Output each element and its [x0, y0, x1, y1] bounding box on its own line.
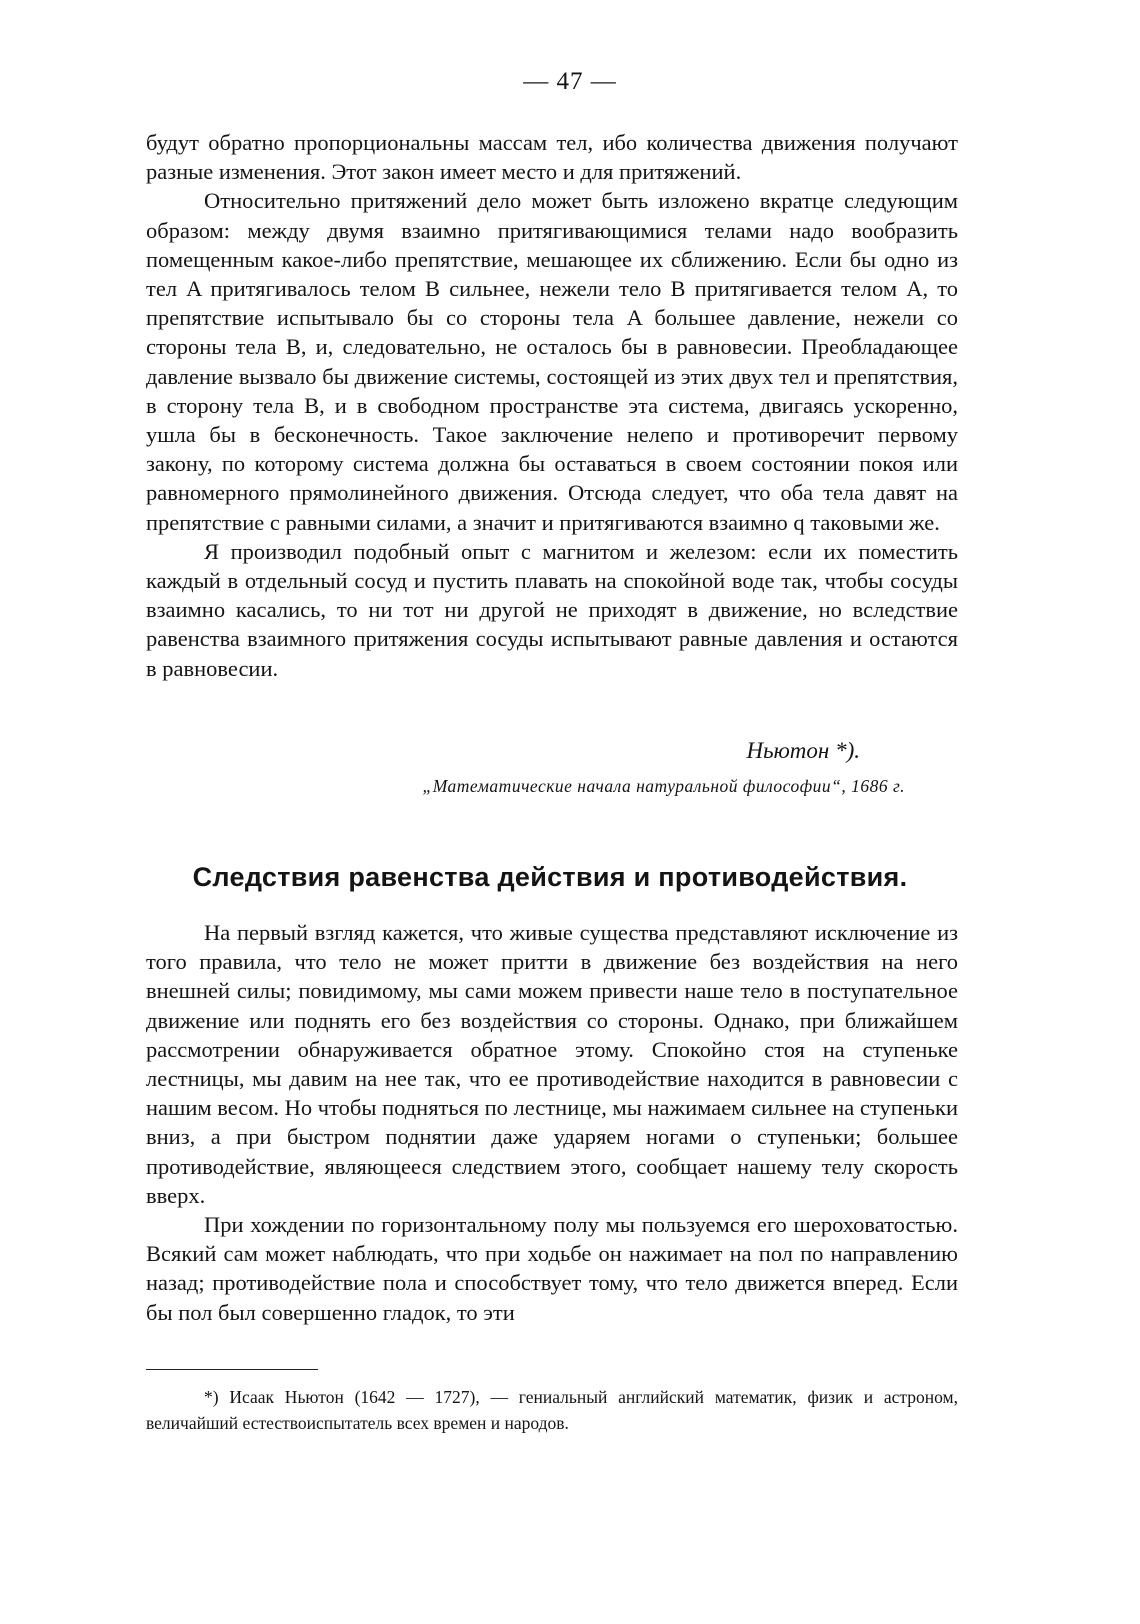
- paragraph: будут обратно пропорциональны массам тел, ибо количества движения получают разные изменения. Этот закон имеет место и для притяжений.: [146, 130, 958, 185]
- footnote: [146, 1384, 958, 1436]
- section-heading: Следствия равенства действия и противодействия.: [192, 862, 908, 892]
- paragraph: Относительно притяжений дело может быть изложено вкратце следующим образом: между двумя взаимно притягивающимися телами надо вообразить помещенным какое-либо препятствие, мешающее их сближению. Если бы одно из тел A притягивалось телом B сильнее, нежели тело B притягивается телом A, то препятствие испытывало бы со стороны тела A большее давление, нежели со стороны тела B, и, следовательно, не осталось бы в равновесии. Преобладающее давление вызвало бы движение системы, состоящей из этих двух тел и препятствия, в сторону тела B, и в свободном пространстве эта система, двигаясь ускоренно, ушла бы в бесконечность. Такое заключение нелепо и противоречит первому закону, по которому система должна бы оставаться в своем состоянии покоя или равномерного прямолинейного движения. Отсюда следует, что оба тела давят на препятствие с равными силами, а значит и притягиваются взаимно q таковыми же.: [146, 188, 958, 535]
- paragraph: Я производил подобный опыт с магнитом и железом: если их поместить каждый в отдельный сосуд и пустить плавать на спокойной воде так, чтобы сосуды взаимно касались, то ни тот ни другой не приходят в движение, но вследствие равенства взаимного притяжения сосуды испытывают равные давления и остаются в равновесии.: [146, 538, 958, 681]
- section-body-text: [146, 918, 958, 1327]
- quote-author: Ньютон *).: [746, 738, 860, 763]
- footnote-text: *) Исаак Ньютон (1642 — 1727), — гениальный английский математик, физик и астроном, величайший естествоиспытатель всех времен и народов.: [146, 1387, 958, 1433]
- quote-source: „Математические начала натуральной философии“, 1686 г.: [422, 776, 905, 796]
- footnote-divider: [146, 1369, 318, 1370]
- paragraph: При хождении по горизонтальному полу мы пользуемся его шероховатостью. Всякий сам может наблюдать, что при ходьбе он нажимает на пол по направлению назад; противодействие пола и способствует тому, что тело движется вперед. Если бы пол был совершенно гладок, то эти: [146, 1212, 958, 1325]
- newton-quote-text: [146, 128, 958, 683]
- page-number: — 47 —: [523, 68, 617, 95]
- paragraph: На первый взгляд кажется, что живые существа представляют исключение из того правила, что тело не может притти в движение без воздействия на него внешней силы; повидимому, мы сами можем привести наше тело в поступательное движение или поднять его без воздействия со стороны. Однако, при ближайшем рассмотрении обнаруживается обратное этому. Спокойно стоя на ступеньке лестницы, мы давим на нее так, что ее противодействие находится в равновесии с нашим весом. Но чтобы подняться по лестнице, мы нажимаем сильнее на ступеньки вниз, а при быстром поднятии даже ударяем ногами о ступеньки; большее противодействие, являющееся следствием этого, сообщает нашему телу скорость вверх.: [146, 920, 958, 1208]
